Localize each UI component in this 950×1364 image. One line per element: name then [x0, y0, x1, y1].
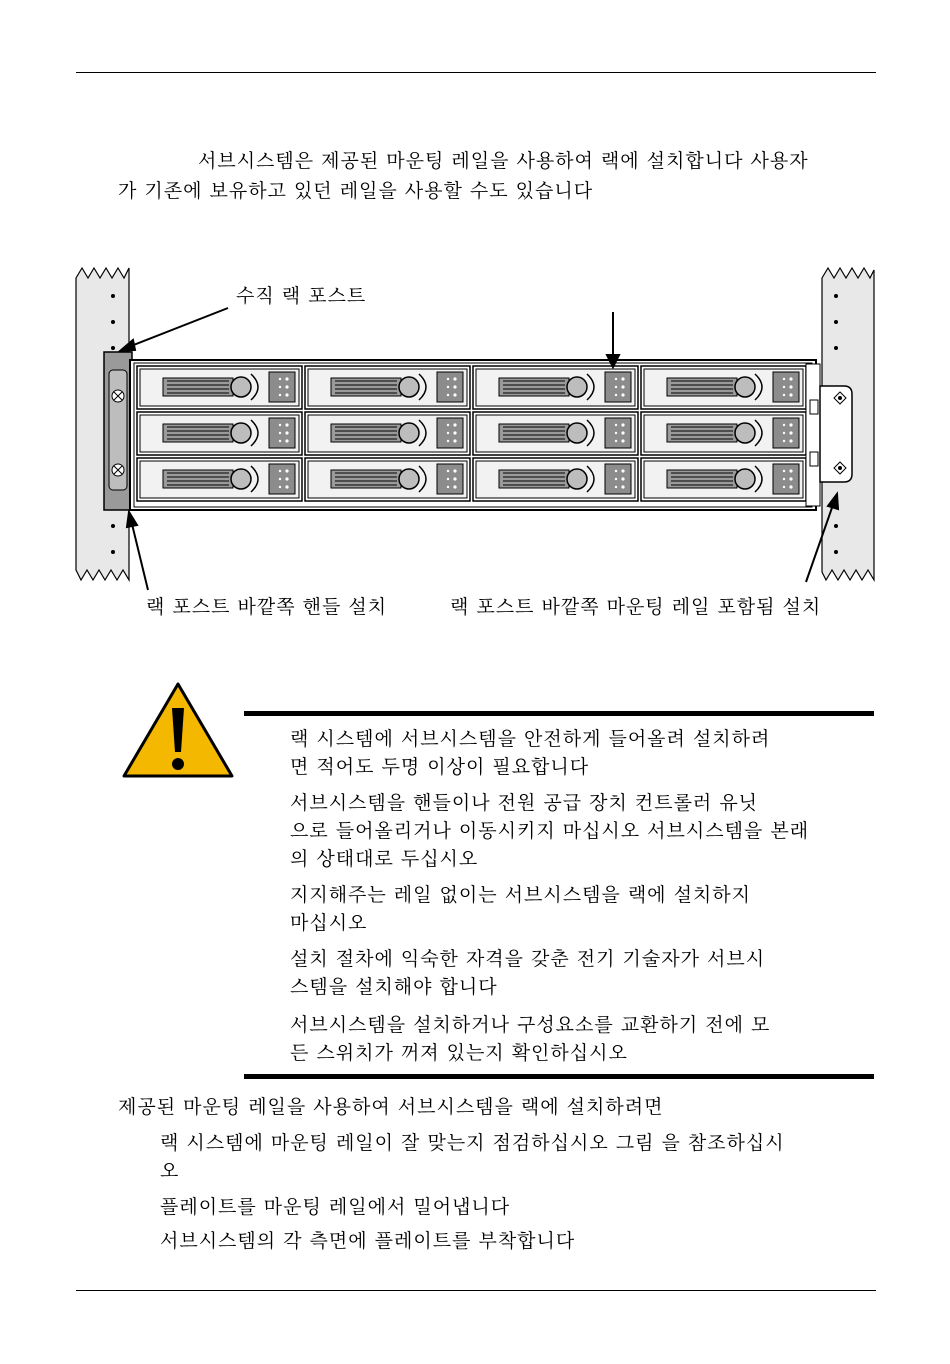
warning-item-1-line-2: 면 적어도 두명 이상이 필요합니다: [290, 756, 590, 778]
drive-carrier: [137, 412, 302, 455]
left-handle: [104, 352, 132, 510]
warning-item-4-line-1: 설치 절차에 익숙한 자격을 갖춘 전기 기술자가 서브시: [290, 948, 766, 970]
warning-item-1-line-1: 랙 시스템에 서브시스템을 안전하게 들어올려 설치하려: [290, 728, 771, 750]
procedure-step-1-line-2: 오: [160, 1160, 180, 1182]
warning-item-2-line-3: 의 상태대로 두십시오: [290, 848, 479, 870]
warning-item-3-line-2: 마십시오: [290, 912, 368, 934]
warning-item-2-line-1: 서브시스템을 핸들이나 전원 공급 장치 컨트롤러 유닛: [290, 792, 759, 814]
drive-carrier: [641, 412, 806, 455]
warning-triangle-icon: [120, 678, 236, 782]
procedure-step-1-line-1: 랙 시스템에 마운팅 레일이 잘 맞는지 점검하십시오 그림 을 참조하십시: [160, 1132, 785, 1154]
procedure-step-3: 서브시스템의 각 측면에 플레이트를 부착합니다: [160, 1230, 576, 1252]
warning-item-3-line-1: 지지해주는 레일 없이는 서브시스템을 랙에 설치하지: [290, 884, 751, 906]
drive-carrier: [137, 366, 302, 409]
drive-carrier: [473, 366, 638, 409]
drive-carrier: [137, 458, 302, 501]
drive-carrier: [641, 458, 806, 501]
warning-item-2-line-2: 으로 들어올리거나 이동시키지 마십시오 서브시스템을 본래: [290, 820, 810, 842]
warning-item-5-line-2: 든 스위치가 꺼져 있는지 확인하십시오: [290, 1042, 628, 1064]
footer-rule: [76, 1290, 876, 1291]
drive-carrier: [473, 458, 638, 501]
drive-carrier: [641, 366, 806, 409]
drive-carrier: [305, 458, 470, 501]
intro-line-1: 서브시스템은 제공된 마운팅 레일을 사용하여 랙에 설치합니다 사용자: [198, 150, 809, 172]
drive-carrier: [305, 412, 470, 455]
warning-top-rule: [244, 711, 874, 716]
rack-installation-figure: [0, 250, 950, 620]
warning-bottom-rule: [244, 1074, 874, 1079]
label-handle-installation: 랙 포스트 바깥쪽 핸들 설치: [146, 596, 388, 618]
intro-line-2: 가 기존에 보유하고 있던 레일을 사용할 수도 있습니다: [118, 180, 594, 202]
drive-carrier: [305, 366, 470, 409]
procedure-step-2: 플레이트를 마운팅 레일에서 밀어냅니다: [160, 1196, 511, 1218]
warning-item-4-line-2: 스템을 설치해야 합니다: [290, 976, 498, 998]
label-rail-installation: 랙 포스트 바깥쪽 마운팅 레일 포함됨 설치: [450, 596, 822, 618]
header-rule: [76, 72, 876, 73]
label-vertical-rack-post: 수직 랙 포스트: [236, 285, 367, 307]
warning-item-5-line-1: 서브시스템을 설치하거나 구성요소를 교환하기 전에 모: [290, 1014, 771, 1036]
procedure-intro: 제공된 마운팅 레일을 사용하여 서브시스템을 랙에 설치하려면: [118, 1096, 664, 1118]
drive-carrier: [473, 412, 638, 455]
